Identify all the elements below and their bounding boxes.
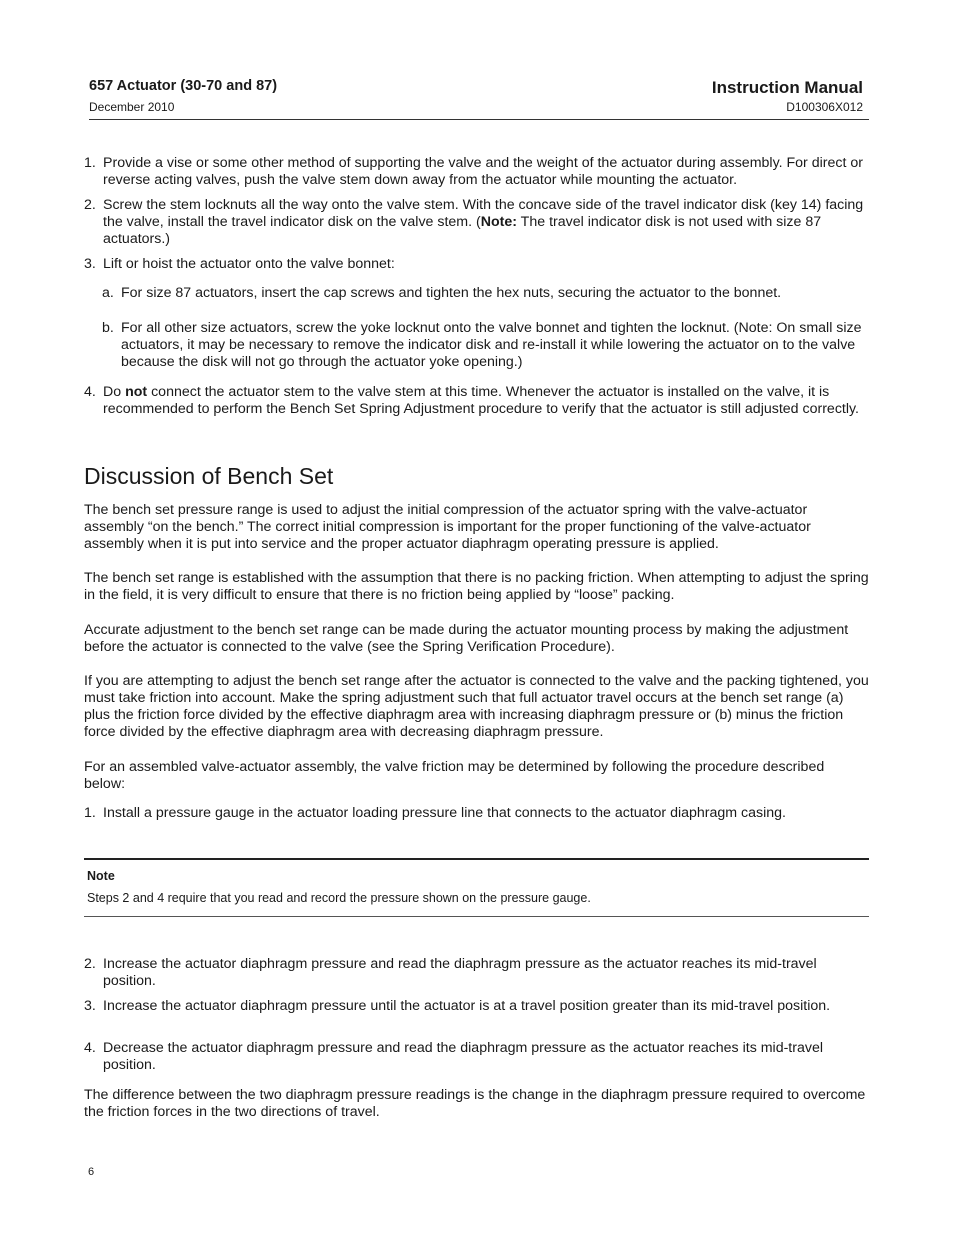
- step-text: Increase the actuator diaphragm pressure until the actuator is at a travel position greater than its mid-travel position.: [103, 998, 831, 1014]
- step-text-part: Screw the stem locknuts all the way onto the valve stem. With the concave side of the travel indicator disk (key 14) facing the valve, install the travel indicator disk on the valve stem. (: [103, 197, 864, 230]
- header-divider: [89, 119, 869, 120]
- section-heading: Discussion of Bench Set: [84, 463, 334, 489]
- note-box: [84, 858, 869, 917]
- substep-text-part: On small size actuators, it may be necessary to remove the indicator disk and re-install it while lowering the actuator on to the valve because the disk will not go through the actuator yoke opening.): [121, 320, 862, 370]
- paragraph: For an assembled valve-actuator assembly, the valve friction may be determined by following the procedure described below:: [84, 759, 825, 792]
- step-3: [84, 256, 869, 273]
- note-text: Steps 2 and 4 require that you read and record the pressure shown on the pressure gauge.: [87, 891, 591, 905]
- substep-lead: For all other size actuators,: [121, 320, 293, 336]
- step-2: [84, 197, 869, 248]
- step-text: [103, 384, 869, 418]
- step-number: 4.: [84, 1040, 96, 1056]
- paragraph: If you are attempting to adjust the bench set range after the actuator is connected to the valve and the packing tightened, you must take friction into account. Make the spring adjustment such that full actuator travel occurs at the bench set range (a) plus the friction force divided by the effective diaphragm area with increasing diaphragm pressure or (b) minus the friction force divided by the effective diaphragm area with decreasing diaphragm pressure.: [84, 673, 869, 740]
- step-4: [84, 384, 869, 418]
- step-number: 4.: [84, 384, 96, 400]
- paragraph: Accurate adjustment to the bench set range can be made during the actuator mounting process by making the adjustment before the actuator is connected to the valve (see the Spring Verification Procedure).: [84, 622, 849, 655]
- step-text: Provide a vise or some other method of supporting the valve and the weight of the actuator during assembly. For direct or reverse acting valves, push the valve stem down away from the actuator while mounting the actuator.: [103, 155, 863, 188]
- step-text: Decrease the actuator diaphragm pressure and read the diaphragm pressure as the actuator reaches its mid-travel position.: [103, 1040, 824, 1073]
- header-document-number: D100306X012: [786, 100, 863, 114]
- step-text: [103, 197, 869, 248]
- step-2-increase: [84, 956, 869, 990]
- note-title: Note: [87, 869, 115, 883]
- note-label: Note:: [480, 214, 517, 230]
- header-date: December 2010: [89, 100, 175, 114]
- step-number: 3.: [84, 998, 96, 1014]
- substep-text-part: screw the yoke locknut onto the valve bonnet and tighten the locknut. (: [292, 320, 739, 336]
- paragraph: The bench set range is established with the assumption that there is no packing friction. When attempting to adjust the spring in the field, it is very difficult to ensure that there is no friction being applied by “loose” packing.: [84, 570, 869, 603]
- page-number: 6: [88, 1166, 95, 1178]
- step-text-part: Do: [103, 384, 126, 400]
- step-number: 2.: [84, 956, 96, 972]
- step-text: Increase the actuator diaphragm pressure and read the diaphragm pressure as the actuator reaches its mid-travel position.: [103, 956, 817, 989]
- step-number: 3.: [84, 256, 96, 272]
- paragraph: The bench set pressure range is used to adjust the initial compression of the actuator spring with the valve-actuator assembly “on the bench.” The correct initial compression is important for the proper functioning of the valve-actuator assembly when it is put into service and the proper actuator diaphragm operating pressure is applied.: [84, 502, 811, 552]
- emphasis: not: [125, 384, 148, 400]
- step-number: 1.: [84, 805, 96, 821]
- substep-letter: b.: [102, 320, 114, 336]
- substep-text: [121, 285, 869, 302]
- step-number: 2.: [84, 197, 96, 213]
- substep-text: [121, 320, 869, 371]
- step-1: [84, 155, 869, 189]
- substep-a: [102, 285, 869, 302]
- step-text: Install a pressure gauge in the actuator loading pressure line that connects to the actuator diaphragm casing.: [103, 805, 786, 821]
- substep-lead: For size 87 actuators,: [121, 285, 258, 301]
- header-product-title: 657 Actuator (30-70 and 87): [89, 78, 278, 94]
- step-number: 1.: [84, 155, 96, 171]
- substep-text-part: insert the cap screws and tighten the hex nuts, securing the actuator to the bonnet.: [257, 285, 782, 301]
- note-label: Note:: [738, 320, 773, 336]
- step-4-decrease: [84, 1040, 869, 1074]
- step-3-increase: [84, 998, 869, 1015]
- substep-b: [102, 320, 869, 371]
- header-manual-title: Instruction Manual: [711, 78, 863, 97]
- step-text: Lift or hoist the actuator onto the valve bonnet:: [103, 256, 395, 272]
- closing-paragraph: The difference between the two diaphragm pressure readings is the change in the diaphragm pressure required to overcome the friction forces in the two directions of travel.: [84, 1087, 866, 1120]
- step-1-gauge: [84, 805, 869, 822]
- step-text-part: connect the actuator stem to the valve stem at this time. Whenever the actuator is installed on the valve, it is recommended to perform the Bench Set Spring Adjustment procedure to verify that the actuator is still adjusted correctly.: [103, 384, 859, 417]
- step-text-part: The travel indicator disk is not used with size 87 actuators.): [103, 214, 822, 247]
- substep-letter: a.: [102, 285, 114, 301]
